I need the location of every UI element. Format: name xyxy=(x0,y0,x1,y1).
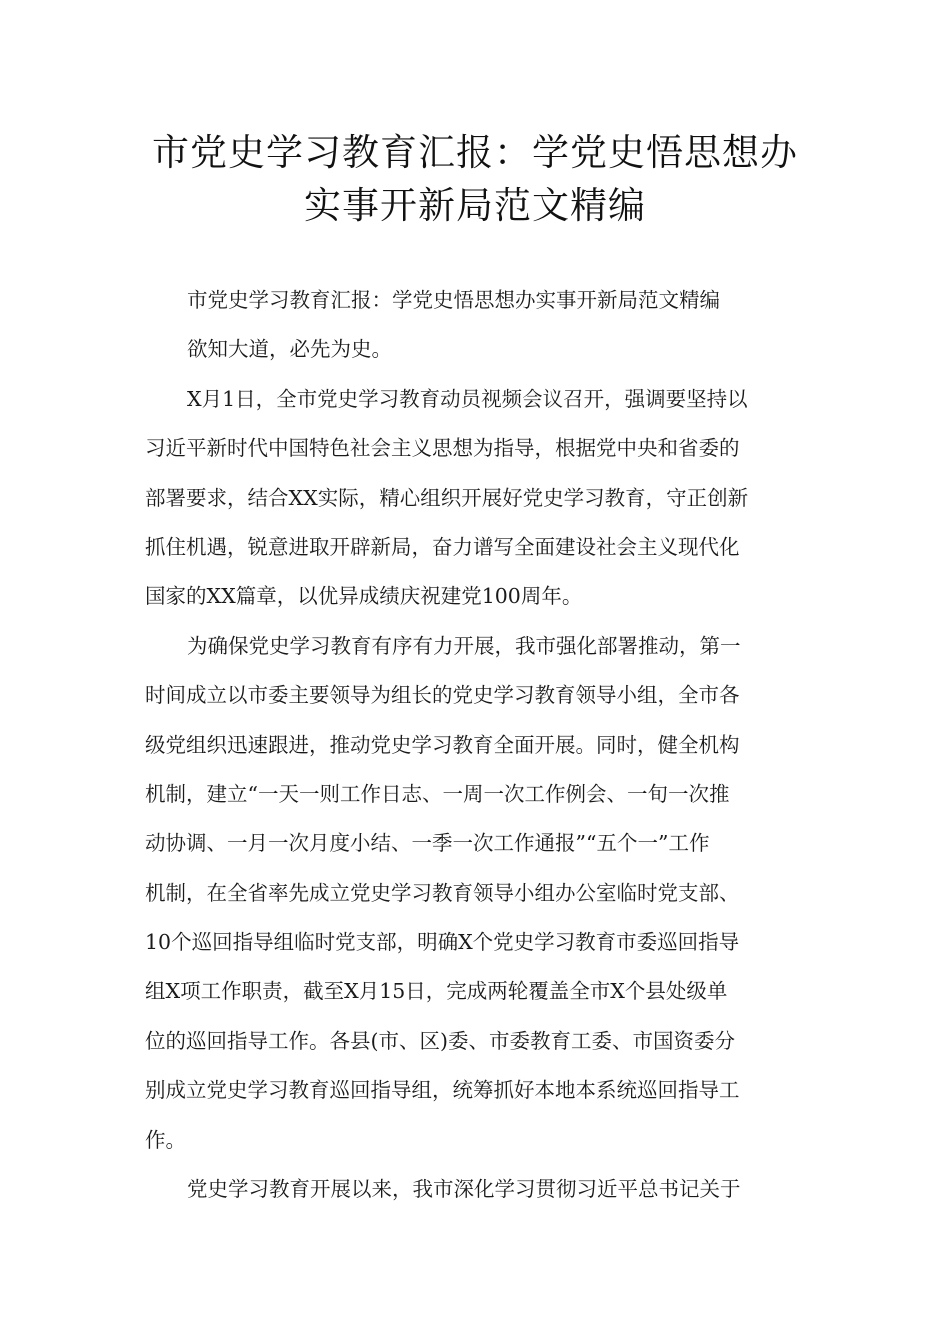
text-line: 位的巡回指导工作。各县(市、区)委、市委教育工委、市国资委分 xyxy=(145,1028,735,1053)
paragraph-meeting xyxy=(145,375,825,622)
text-line: 国家的XX篇章，以优异成绩庆祝建党100周年。 xyxy=(145,584,583,609)
text-line: 抓住机遇，锐意进取开辟新局，奋力谱写全面建设社会主义现代化 xyxy=(145,534,740,559)
text-line: 组X项工作职责，截至X月15日，完成两轮覆盖全市X个县处级单 xyxy=(145,979,728,1004)
text-line: 10个巡回指导组临时党支部，明确X个党史学习教育市委巡回指导 xyxy=(145,930,740,955)
text-line: 党史学习教育开展以来，我市深化学习贯彻习近平总书记关于 xyxy=(187,1177,741,1202)
paragraph-subtitle xyxy=(145,276,825,325)
text-line: 别成立党史学习教育巡回指导组，统筹抓好本地本系统巡回指导工 xyxy=(145,1078,740,1103)
document-body xyxy=(145,276,825,1214)
text-line: 机制，在全省率先成立党史学习教育领导小组办公室临时党支部、 xyxy=(145,880,740,905)
paragraph-study xyxy=(145,1165,825,1214)
text-line: 部署要求，结合XX实际，精心组织开展好党史学习教育，守正创新 xyxy=(145,485,749,510)
document-title-line-2: 实事开新局范文精编 xyxy=(304,184,646,227)
text-line: 动协调、一月一次月度小结、一季一次工作通报”“五个一”工作 xyxy=(145,831,710,856)
paragraph-epigraph xyxy=(145,325,825,374)
text-line: 市党史学习教育汇报：学党史悟思想办实事开新局范文精编 xyxy=(187,288,720,312)
paragraph-deployment xyxy=(145,622,825,1165)
text-line: 机制，建立“一天一则工作日志、一周一次工作例会、一旬一次推 xyxy=(145,781,730,806)
text-line: 作。 xyxy=(145,1127,186,1152)
document-title-line-1: 市党史学习教育汇报：学党史悟思想办 xyxy=(152,131,798,174)
text-line: 级党组织迅速跟进，推动党史学习教育全面开展。同时，健全机构 xyxy=(145,732,740,757)
text-line: 为确保党史学习教育有序有力开展，我市强化部署推动，第一 xyxy=(187,633,741,658)
text-line: 欲知大道，必先为史。 xyxy=(187,337,392,362)
text-line: 时间成立以市委主要领导为组长的党史学习教育领导小组，全市各 xyxy=(145,683,740,708)
text-line: X月1日，全市党史学习教育动员视频会议召开，强调要坚持以 xyxy=(187,386,748,411)
text-line: 习近平新时代中国特色社会主义思想为指导，根据党中央和省委的 xyxy=(145,436,740,461)
